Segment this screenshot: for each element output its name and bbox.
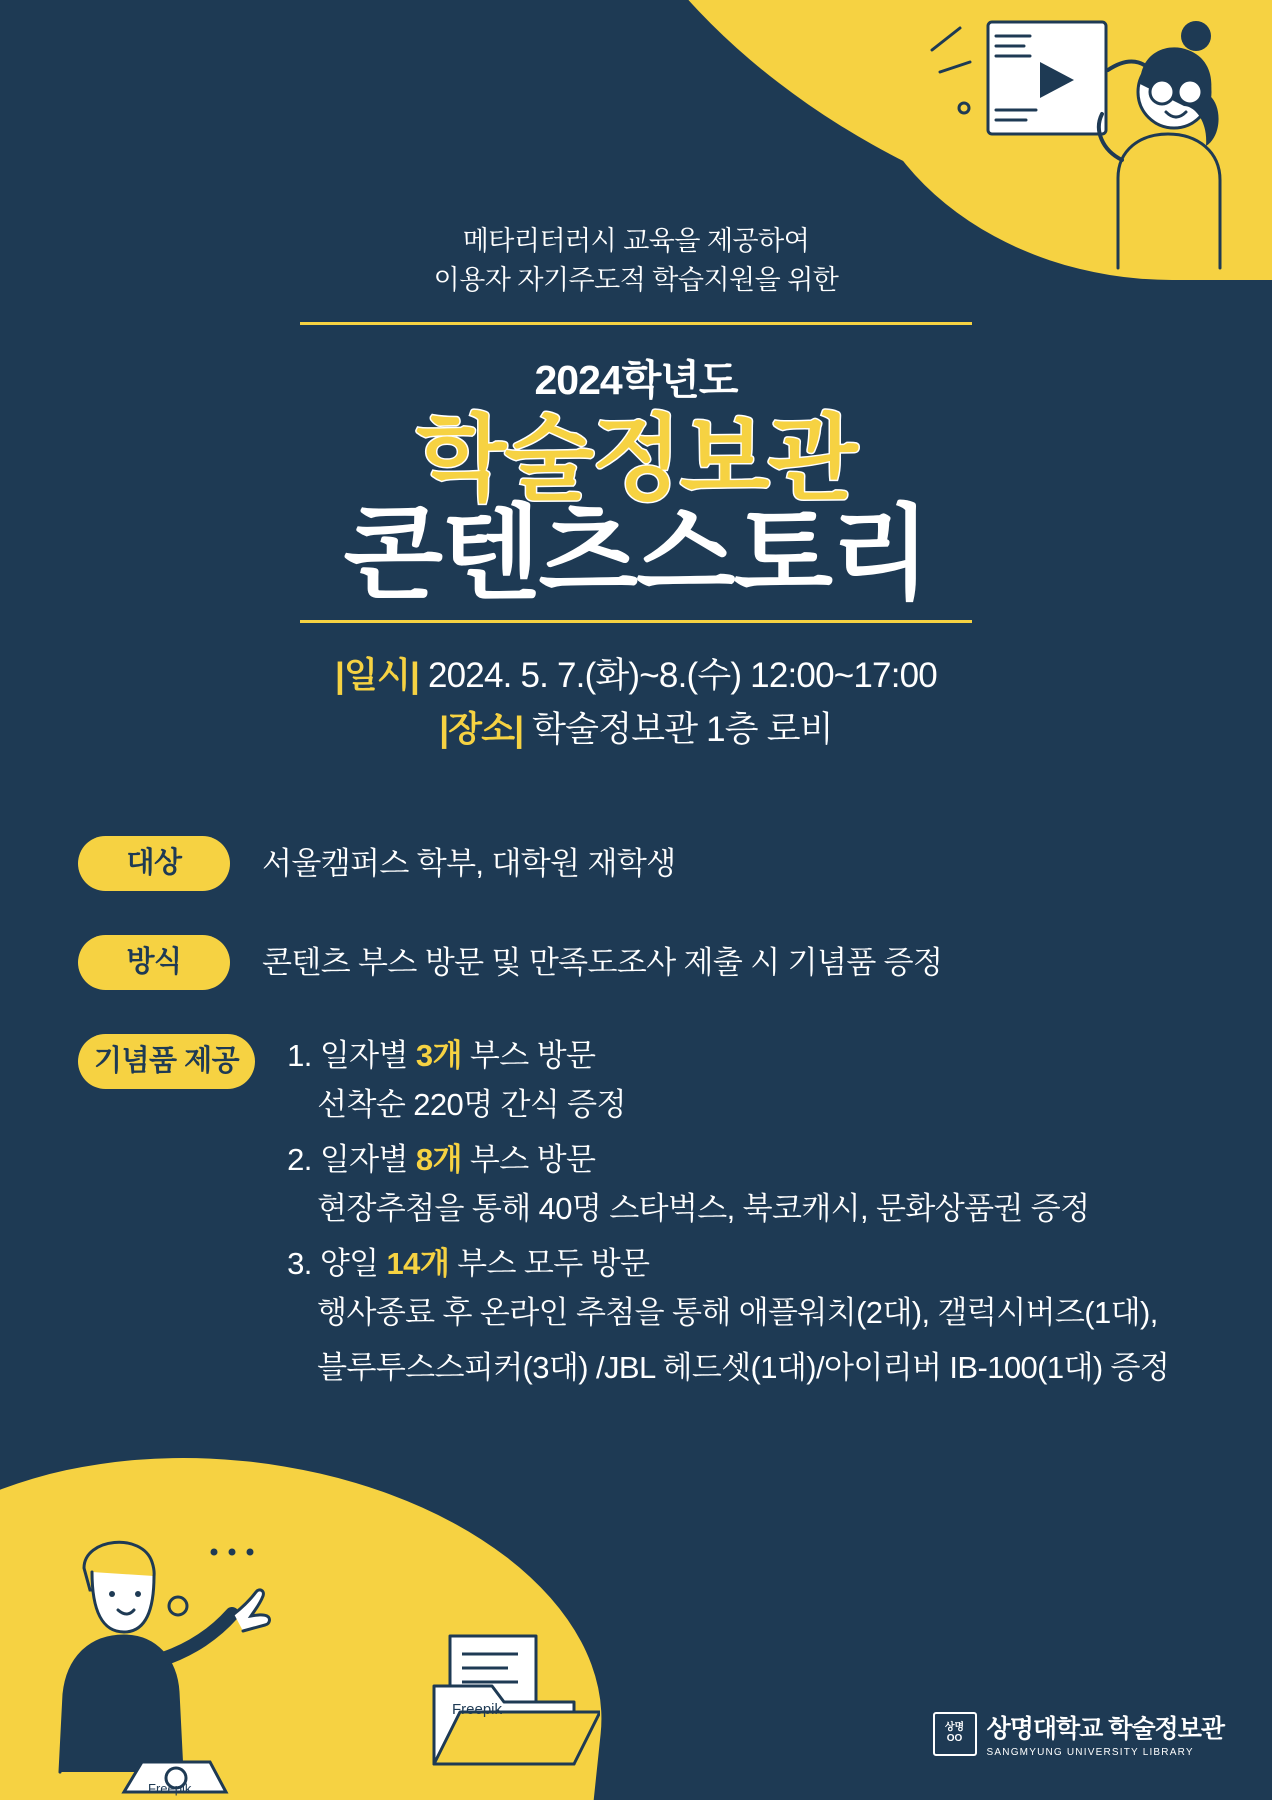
gift-item-2 bbox=[287, 1138, 1169, 1183]
logo-mark-top: 상명 bbox=[944, 1722, 965, 1733]
gift-label-pill: 기념품 제공 bbox=[78, 1034, 255, 1089]
logo-mark-icon bbox=[933, 1712, 977, 1756]
logo-name-korean: 상명대학교 학술정보관 bbox=[986, 1715, 1224, 1743]
title-line-1: 학술정보관 bbox=[416, 407, 856, 512]
gift-item-2-number: 2. bbox=[287, 1141, 312, 1177]
title-line-2: 콘텐츠스토리 bbox=[343, 496, 929, 612]
event-place-row bbox=[0, 703, 1272, 757]
event-meta bbox=[0, 649, 1272, 758]
gift-item-3-sub-line-1: 행사종료 후 온라인 추첨을 통해 애플워치(2대), 갤럭시버즈(1대), bbox=[317, 1294, 1158, 1330]
gift-item-1-post: 부스 방문 bbox=[461, 1037, 596, 1073]
man-with-laptop-illustration bbox=[20, 1510, 420, 1800]
method-label-pill: 방식 bbox=[78, 935, 230, 990]
freepik-credit-person: Freepik bbox=[148, 1781, 192, 1796]
folder-illustration-svg bbox=[420, 1628, 600, 1778]
lead-text bbox=[0, 222, 1272, 300]
folder-illustration bbox=[420, 1628, 600, 1778]
gift-item-1-sub: 선착순 220명 간식 증정 bbox=[317, 1086, 626, 1122]
divider-bottom bbox=[300, 620, 972, 623]
gift-item-1-pre: 일자별 bbox=[319, 1037, 416, 1073]
gift-item-2-pre: 일자별 bbox=[319, 1141, 416, 1177]
datetime-value: 2024. 5. 7.(화)~8.(수) 12:00~17:00 bbox=[427, 656, 937, 696]
gift-item-3-number: 3. bbox=[287, 1245, 312, 1281]
info-row-method bbox=[78, 935, 1272, 990]
target-value: 서울캠퍼스 학부, 대학원 재학생 bbox=[262, 845, 676, 881]
place-tag: |장소| bbox=[439, 710, 524, 750]
gift-item-1-highlight: 3개 bbox=[415, 1037, 462, 1073]
gift-item-2-sub: 현장추첨을 통해 40명 스타벅스, 북코캐시, 문화상품권 증정 bbox=[317, 1190, 1090, 1226]
info-section bbox=[0, 836, 1272, 1401]
year-label: 2024학년도 bbox=[534, 357, 738, 404]
info-row-target bbox=[78, 836, 1272, 891]
lead-line-1: 메타리터러시 교육을 제공하여 bbox=[462, 226, 810, 256]
poster-content bbox=[0, 222, 1272, 1401]
logo-name-english: SANGMYUNG UNIVERSITY LIBRARY bbox=[986, 1747, 1194, 1758]
gift-item-3 bbox=[287, 1242, 1169, 1287]
library-logo bbox=[933, 1709, 1224, 1758]
method-value: 콘텐츠 부스 방문 및 만족도조사 제출 시 기념품 증정 bbox=[262, 944, 943, 980]
gift-item-2-highlight: 8개 bbox=[415, 1141, 462, 1177]
gift-item-2-post: 부스 방문 bbox=[461, 1141, 596, 1177]
logo-mark-bottom: OO bbox=[946, 1732, 963, 1744]
event-datetime-row bbox=[0, 649, 1272, 703]
gift-value-list bbox=[255, 1034, 1169, 1401]
freepik-credit-folder: Freepik bbox=[452, 1701, 503, 1718]
gift-item-3-highlight: 14개 bbox=[386, 1245, 450, 1281]
target-label-pill: 대상 bbox=[78, 836, 230, 891]
datetime-tag: |일시| bbox=[335, 656, 420, 696]
gift-item-1 bbox=[287, 1034, 1169, 1079]
info-row-gift bbox=[78, 1034, 1272, 1401]
logo-text-block bbox=[987, 1709, 1224, 1758]
lead-line-2: 이용자 자기주도적 학습지원을 위한 bbox=[433, 265, 839, 296]
gift-item-3-pre: 양일 bbox=[319, 1245, 387, 1281]
gift-item-3-sub-line-2: 블루투스스피커(3대) /JBL 헤드셋(1대)/아이리버 IB-100(1대) 증정 bbox=[317, 1349, 1170, 1385]
gift-item-1-number: 1. bbox=[287, 1037, 312, 1073]
man-illustration-svg bbox=[20, 1510, 420, 1800]
gift-item-3-post: 부스 모두 방문 bbox=[449, 1245, 650, 1281]
divider-top bbox=[300, 322, 972, 325]
place-value: 학술정보관 1층 로비 bbox=[532, 710, 833, 750]
